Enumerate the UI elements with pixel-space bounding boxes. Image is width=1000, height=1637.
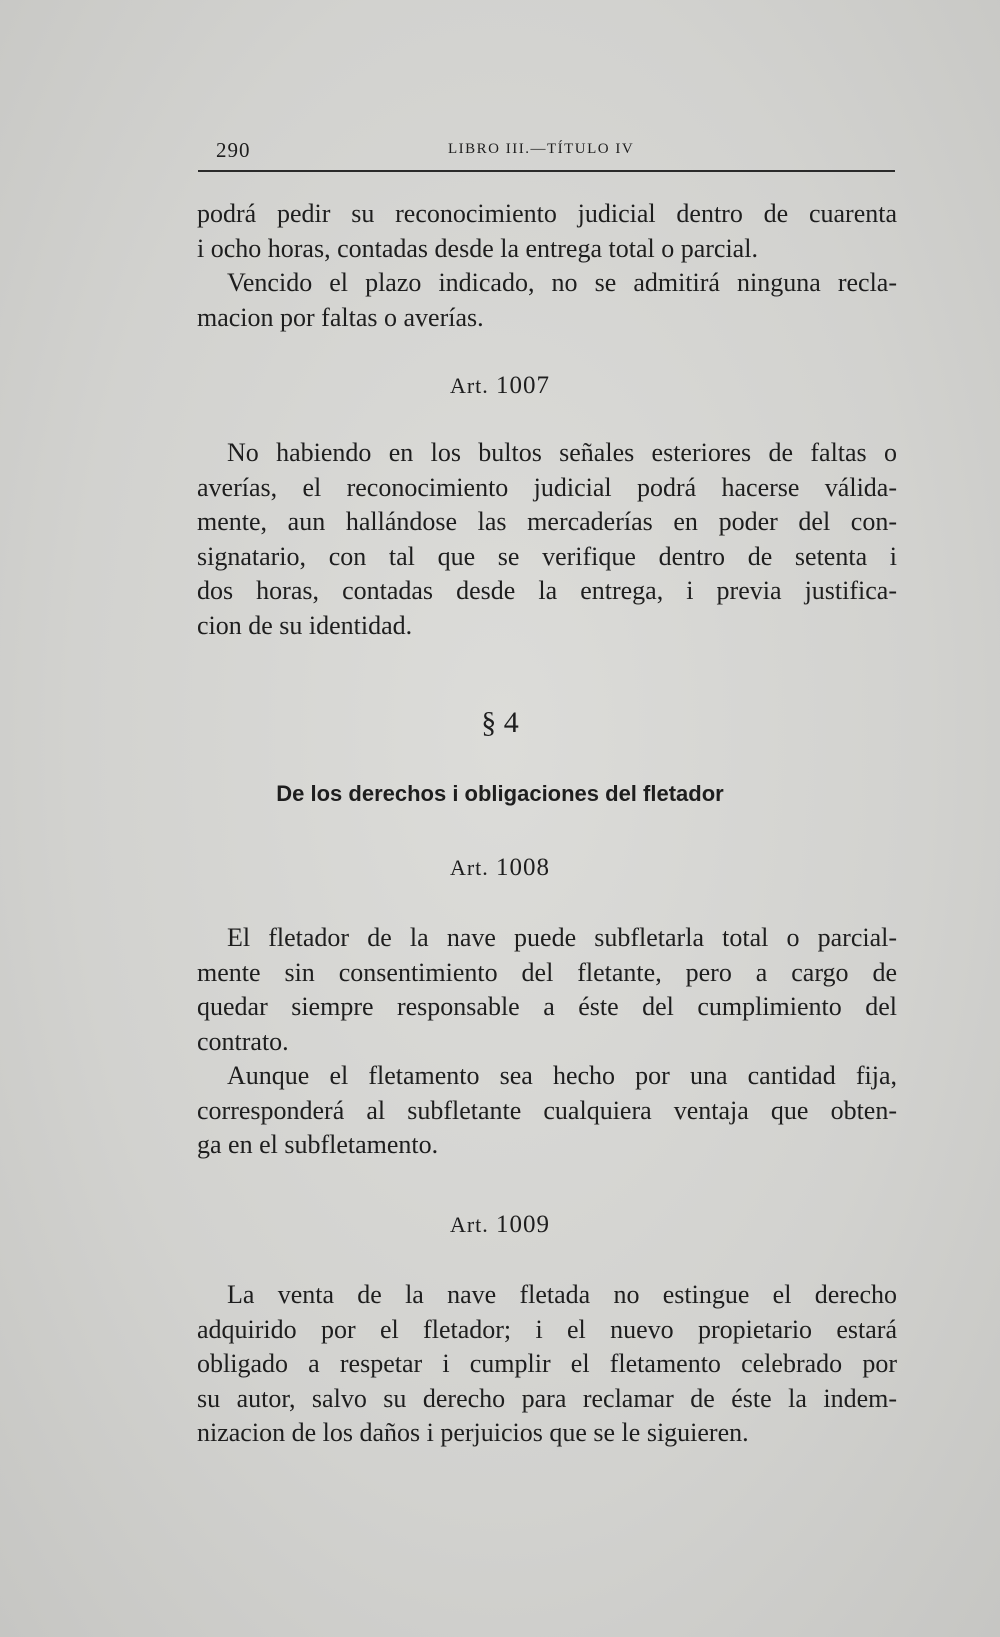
text-line: nizacion de los daños i perjuicios que se le siguieren. <box>197 1418 749 1447</box>
text-line: El fletador de la nave puede subfletarla total o parcial- <box>227 923 897 952</box>
section-mark: § 4 <box>481 706 519 739</box>
article-number: 1009 <box>496 1211 551 1238</box>
article-label: Art. <box>449 855 489 880</box>
text-line: su autor, salvo su derecho para reclamar de éste la indem- <box>197 1383 897 1413</box>
text-line: mente, aun hallándose las mercaderías en poder del con- <box>197 507 897 536</box>
text-line: No habiendo en los bultos señales esteriores de faltas o <box>227 438 897 467</box>
text-line: i ocho horas, contadas desde la entrega total o parcial. <box>197 233 758 263</box>
article-label: Art. <box>449 1212 489 1237</box>
text-line: dos horas, contadas desde la entrega, i previa justifica- <box>197 576 897 605</box>
article-1009-text <box>197 1278 897 1451</box>
text-line: adquirido por el fletador; i el nuevo propietario estará <box>197 1314 897 1344</box>
article-1008-text <box>197 921 897 1163</box>
running-head: LIBRO III.—TÍTULO IV <box>448 141 635 157</box>
intro-text <box>197 197 897 335</box>
text-line: Aunque el fletamento sea hecho por una cantidad fija, <box>227 1061 897 1090</box>
text-line: quedar siempre responsable a éste del cumplimiento del <box>197 992 897 1021</box>
text-line: contrato. <box>197 1026 289 1056</box>
article-heading-1008 <box>0 854 1000 882</box>
page-header <box>198 136 895 172</box>
text-line: averías, el reconocimiento judicial podrá hacerse válida- <box>197 472 897 502</box>
text-line: cion de su identidad. <box>197 610 413 640</box>
text-line: ga en el subfletamento. <box>197 1130 439 1159</box>
page-number: 290 <box>216 138 251 162</box>
text-line: La venta de la nave fletada no estingue el derecho <box>227 1280 897 1309</box>
article-number: 1007 <box>496 372 551 399</box>
article-label: Art. <box>449 373 489 398</box>
article-number: 1008 <box>496 854 551 881</box>
article-heading-1007 <box>0 372 1000 400</box>
text-line: podrá pedir su reconocimiento judicial dentro de cuarenta <box>197 199 897 228</box>
text-line: signatario, con tal que se verifique dentro de setenta i <box>197 541 897 571</box>
text-line: mente sin consentimiento del fletante, pero a cargo de <box>197 957 897 987</box>
text-line: macion por faltas o averías. <box>197 302 484 332</box>
section-title: De los derechos i obligaciones del fletador <box>276 781 724 806</box>
text-line: obligado a respetar i cumplir el fletamento celebrado por <box>197 1349 897 1378</box>
text-line: corresponderá al subfletante cualquiera ventaja que obten- <box>197 1095 897 1125</box>
article-heading-1009 <box>0 1211 1000 1239</box>
header-rule <box>198 170 895 172</box>
article-1007-text <box>197 436 897 643</box>
text-line: Vencido el plazo indicado, no se admitirá ninguna recla- <box>227 268 897 297</box>
